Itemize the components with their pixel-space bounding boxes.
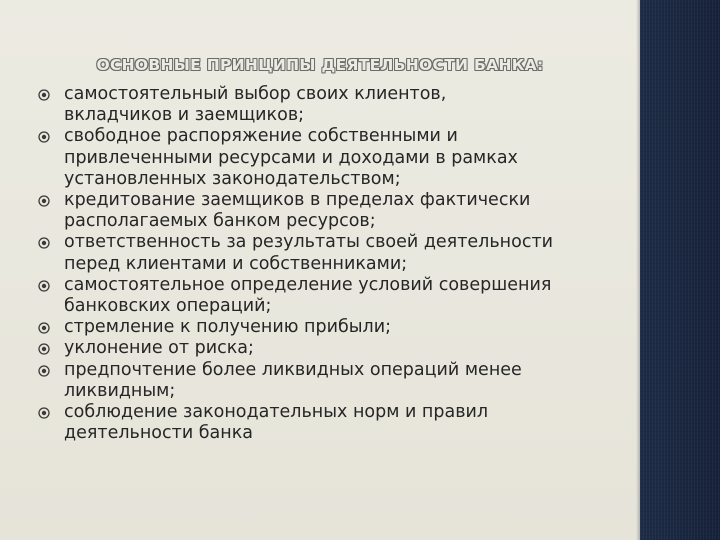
list-item-line: перед клиентами и собственниками; [64, 253, 408, 274]
list-item-line: привлеченными ресурсами и доходами в рамках [64, 147, 518, 168]
circle-target-icon [38, 280, 50, 292]
list-item-line: деятельности банка [64, 423, 254, 444]
circle-target-icon [38, 89, 50, 101]
list-item [38, 232, 618, 274]
circle-target-icon [38, 237, 50, 249]
circle-target-icon [38, 365, 50, 377]
list-item-line: стремление к получению прибыли; [64, 317, 392, 338]
circle-target-icon [38, 322, 50, 334]
list-item [38, 190, 618, 232]
list-item-line: ответственность за результаты своей деятельности [64, 232, 554, 253]
list-item-line: соблюдение законодательных норм и правил [64, 402, 489, 423]
list-item [38, 275, 618, 317]
list-item [38, 84, 618, 126]
circle-target-icon [38, 407, 50, 419]
list-item-line: предпочтение более ликвидных операций менее [64, 359, 522, 380]
list-item-line: вкладчиков и заемщиков; [64, 105, 305, 126]
principles-list [38, 84, 618, 444]
list-item [38, 360, 618, 402]
circle-target-icon [38, 131, 50, 143]
list-item-line: кредитование заемщиков в пределах фактически [64, 190, 531, 211]
list-item [38, 338, 618, 359]
list-item-line: банковских операций; [64, 296, 272, 317]
circle-target-icon [38, 195, 50, 207]
list-item-line: установленных законодательством; [64, 168, 401, 189]
list-item [38, 126, 618, 190]
list-item [38, 317, 618, 338]
circle-target-icon [38, 343, 50, 355]
slide-title: ОСНОВНЫЕ ПРИНЦИПЫ ДЕЯТЕЛЬНОСТИ БАНКА: [96, 56, 544, 74]
list-item [38, 402, 618, 444]
list-item-line: самостоятельный выбор своих клиентов, [64, 84, 447, 104]
list-item-line: свободное распоряжение собственными и [64, 126, 458, 147]
list-item-line: ликвидным; [64, 380, 176, 401]
list-item-line: располагаемых банком ресурсов; [64, 211, 376, 232]
side-panel [640, 0, 720, 540]
list-item-line: самостоятельное определение условий совершения [64, 274, 552, 295]
list-item-line: уклонение от риска; [64, 338, 254, 359]
